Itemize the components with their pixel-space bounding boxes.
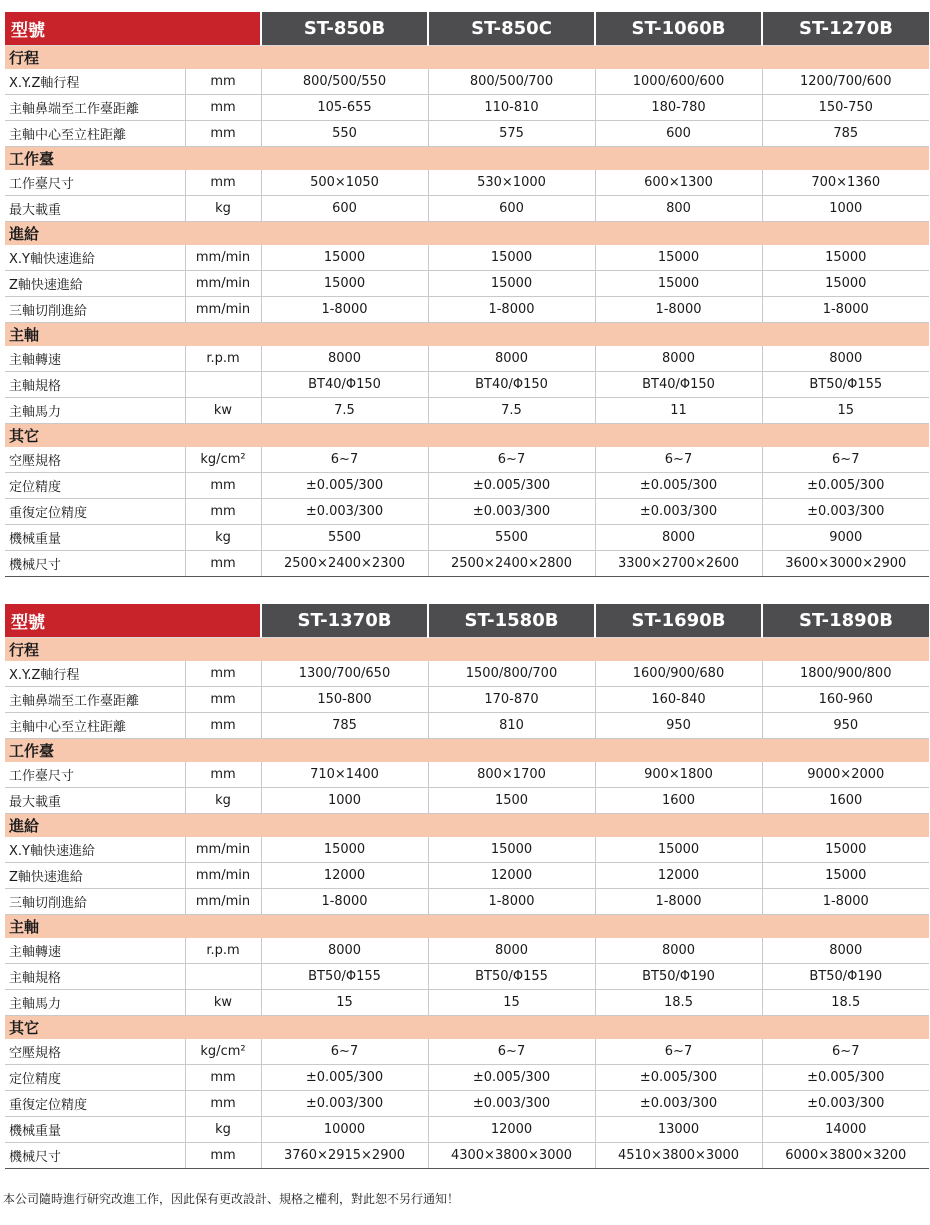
spec-value: ±0.003/300 <box>428 1091 595 1117</box>
spec-label: X.Y軸快速進給 <box>5 245 185 271</box>
spec-value: ±0.005/300 <box>595 473 762 499</box>
spec-value: 14000 <box>762 1117 929 1143</box>
spec-row <box>5 1091 929 1117</box>
spec-value: 15000 <box>428 837 595 863</box>
spec-value: 6000×3800×3200 <box>762 1143 929 1169</box>
section-row <box>5 739 929 763</box>
spec-row <box>5 473 929 499</box>
spec-label: 工作臺尺寸 <box>5 762 185 788</box>
model-name: ST-850C <box>428 12 595 46</box>
spec-value: ±0.005/300 <box>762 473 929 499</box>
spec-unit: mm/min <box>185 297 261 323</box>
spec-label: 空壓規格 <box>5 1039 185 1065</box>
spec-value: 1-8000 <box>261 889 428 915</box>
spec-label: Z軸快速進給 <box>5 863 185 889</box>
spec-label: X.Y軸快速進給 <box>5 837 185 863</box>
model-header-row <box>5 12 929 46</box>
spec-value: 900×1800 <box>595 762 762 788</box>
model-name: ST-1270B <box>762 12 929 46</box>
spec-value: 3300×2700×2600 <box>595 551 762 577</box>
spec-value: ±0.005/300 <box>261 473 428 499</box>
spec-value: 15 <box>261 990 428 1016</box>
spec-value: 8000 <box>762 346 929 372</box>
spec-row <box>5 525 929 551</box>
spec-label: 機械尺寸 <box>5 551 185 577</box>
footnote: 本公司隨時進行研究改進工作，因此保有更改設計、規格之權利，對此恕不另行通知！ <box>3 1192 460 1206</box>
spec-label: 三軸切削進給 <box>5 889 185 915</box>
spec-value: 7.5 <box>428 398 595 424</box>
spec-value: 950 <box>762 713 929 739</box>
spec-row <box>5 762 929 788</box>
spec-value: 15000 <box>762 271 929 297</box>
spec-label: 主軸鼻端至工作臺距離 <box>5 95 185 121</box>
spec-label: Z軸快速進給 <box>5 271 185 297</box>
spec-label: 三軸切削進給 <box>5 297 185 323</box>
spec-value: 6~7 <box>762 1039 929 1065</box>
spec-row <box>5 687 929 713</box>
spec-value: 600 <box>261 196 428 222</box>
section-row <box>5 222 929 246</box>
spec-row <box>5 1065 929 1091</box>
spec-value: ±0.003/300 <box>261 499 428 525</box>
spec-value: 6~7 <box>595 447 762 473</box>
spec-unit: mm <box>185 713 261 739</box>
section-row <box>5 46 929 70</box>
spec-label: 主軸中心至立柱距離 <box>5 713 185 739</box>
spec-row <box>5 95 929 121</box>
model-name: ST-1690B <box>595 604 762 638</box>
spec-value: 150-750 <box>762 95 929 121</box>
section-title: 工作臺 <box>5 739 929 763</box>
spec-row <box>5 889 929 915</box>
spec-value: 700×1360 <box>762 170 929 196</box>
spec-unit: mm/min <box>185 837 261 863</box>
spec-row <box>5 121 929 147</box>
spec-value: 950 <box>595 713 762 739</box>
spec-value: 15000 <box>428 245 595 271</box>
section-title: 其它 <box>5 424 929 448</box>
spec-value: 785 <box>762 121 929 147</box>
spec-row <box>5 1117 929 1143</box>
spec-value: 1000/600/600 <box>595 69 762 95</box>
spec-value: 600 <box>595 121 762 147</box>
spec-value: 8000 <box>595 346 762 372</box>
model-name: ST-1370B <box>261 604 428 638</box>
spec-value: 160-960 <box>762 687 929 713</box>
section-title: 主軸 <box>5 915 929 939</box>
spec-row <box>5 196 929 222</box>
spec-value: 810 <box>428 713 595 739</box>
spec-value: 18.5 <box>595 990 762 1016</box>
spec-row <box>5 271 929 297</box>
spec-value: 8000 <box>261 346 428 372</box>
spec-value: 8000 <box>595 525 762 551</box>
spec-label: 機械重量 <box>5 1117 185 1143</box>
spec-value: BT50/Φ155 <box>762 372 929 398</box>
section-title: 其它 <box>5 1016 929 1040</box>
spec-value: 600 <box>428 196 595 222</box>
spec-label: 定位精度 <box>5 473 185 499</box>
spec-value: 1-8000 <box>261 297 428 323</box>
spec-value: 15 <box>762 398 929 424</box>
section-row <box>5 915 929 939</box>
spec-label: 最大載重 <box>5 196 185 222</box>
spec-label: 空壓規格 <box>5 447 185 473</box>
spec-value: 4510×3800×3000 <box>595 1143 762 1169</box>
spec-unit: kg/cm² <box>185 1039 261 1065</box>
spec-value: 15000 <box>595 271 762 297</box>
spec-value: 8000 <box>428 938 595 964</box>
section-title: 主軸 <box>5 323 929 347</box>
spec-row <box>5 499 929 525</box>
section-row <box>5 814 929 838</box>
spec-value: 15000 <box>595 837 762 863</box>
spec-value: 1-8000 <box>595 297 762 323</box>
spec-value: 11 <box>595 398 762 424</box>
spec-value: 8000 <box>261 938 428 964</box>
spec-value: 5500 <box>261 525 428 551</box>
spec-value: 1200/700/600 <box>762 69 929 95</box>
section-title: 進給 <box>5 222 929 246</box>
spec-value: BT50/Φ155 <box>428 964 595 990</box>
model-header-row <box>5 604 929 638</box>
spec-row <box>5 297 929 323</box>
spec-value: 15000 <box>762 837 929 863</box>
spec-row <box>5 447 929 473</box>
spec-row <box>5 170 929 196</box>
spec-label: 主軸馬力 <box>5 398 185 424</box>
spec-value: 575 <box>428 121 595 147</box>
spec-value: 1800/900/800 <box>762 661 929 687</box>
spec-value: 13000 <box>595 1117 762 1143</box>
spec-unit: mm <box>185 687 261 713</box>
spec-label: 機械重量 <box>5 525 185 551</box>
spec-unit: kg <box>185 1117 261 1143</box>
spec-value: 1600 <box>762 788 929 814</box>
spec-unit: mm <box>185 1065 261 1091</box>
spec-unit <box>185 964 261 990</box>
spec-unit: r.p.m <box>185 346 261 372</box>
spec-unit: kg <box>185 788 261 814</box>
spec-label: 工作臺尺寸 <box>5 170 185 196</box>
spec-row <box>5 837 929 863</box>
spec-row <box>5 245 929 271</box>
spec-value: 1-8000 <box>762 297 929 323</box>
spec-value: 6~7 <box>428 1039 595 1065</box>
spec-value: 15000 <box>261 837 428 863</box>
model-header-label: 型號 <box>5 604 261 638</box>
spec-value: 800 <box>595 196 762 222</box>
spec-value: BT50/Φ190 <box>595 964 762 990</box>
spec-unit: mm <box>185 551 261 577</box>
spec-value: 1-8000 <box>428 889 595 915</box>
spec-value: 10000 <box>261 1117 428 1143</box>
spec-label: 主軸中心至立柱距離 <box>5 121 185 147</box>
model-name: ST-1060B <box>595 12 762 46</box>
spec-value: 1600/900/680 <box>595 661 762 687</box>
spec-value: 1-8000 <box>595 889 762 915</box>
spec-value: 3760×2915×2900 <box>261 1143 428 1169</box>
spec-value: ±0.003/300 <box>762 499 929 525</box>
spec-value: 7.5 <box>261 398 428 424</box>
spec-value: 15000 <box>595 245 762 271</box>
spec-value: BT50/Φ155 <box>261 964 428 990</box>
spec-unit: mm <box>185 499 261 525</box>
spec-label: 主軸轉速 <box>5 346 185 372</box>
spec-value: 15000 <box>261 271 428 297</box>
spec-label: 主軸鼻端至工作臺距離 <box>5 687 185 713</box>
spec-unit: kg <box>185 196 261 222</box>
spec-row <box>5 372 929 398</box>
spec-value: 110-810 <box>428 95 595 121</box>
spec-unit: mm <box>185 1143 261 1169</box>
spec-unit: r.p.m <box>185 938 261 964</box>
spec-value: ±0.003/300 <box>595 499 762 525</box>
spec-unit: mm/min <box>185 889 261 915</box>
spec-value: BT40/Φ150 <box>595 372 762 398</box>
section-row <box>5 147 929 171</box>
spec-unit: mm <box>185 1091 261 1117</box>
spec-row <box>5 398 929 424</box>
spec-value: ±0.003/300 <box>428 499 595 525</box>
spec-value: ±0.003/300 <box>762 1091 929 1117</box>
spec-unit: mm/min <box>185 271 261 297</box>
spec-value: BT50/Φ190 <box>762 964 929 990</box>
spec-value: 9000×2000 <box>762 762 929 788</box>
spec-row <box>5 788 929 814</box>
spec-unit: mm <box>185 762 261 788</box>
spec-row <box>5 863 929 889</box>
spec-label: 重復定位精度 <box>5 499 185 525</box>
spec-unit <box>185 372 261 398</box>
spec-value: 170-870 <box>428 687 595 713</box>
spec-value: 1500/800/700 <box>428 661 595 687</box>
spec-row <box>5 1143 929 1169</box>
section-title: 行程 <box>5 638 929 662</box>
spec-label: 重復定位精度 <box>5 1091 185 1117</box>
spec-value: 8000 <box>595 938 762 964</box>
spec-value: 12000 <box>261 863 428 889</box>
spec-row <box>5 661 929 687</box>
section-title: 行程 <box>5 46 929 70</box>
spec-value: 785 <box>261 713 428 739</box>
spec-value: 1-8000 <box>428 297 595 323</box>
spec-value: 15000 <box>762 863 929 889</box>
spec-row <box>5 69 929 95</box>
spec-value: ±0.005/300 <box>762 1065 929 1091</box>
spec-label: 最大載重 <box>5 788 185 814</box>
spec-value: 6~7 <box>261 1039 428 1065</box>
spec-unit: kw <box>185 990 261 1016</box>
spec-unit: mm <box>185 473 261 499</box>
spec-value: ±0.003/300 <box>261 1091 428 1117</box>
spec-value: 12000 <box>428 863 595 889</box>
spec-label: 主軸規格 <box>5 964 185 990</box>
spec-label: 機械尺寸 <box>5 1143 185 1169</box>
spec-value: BT40/Φ150 <box>428 372 595 398</box>
spec-value: 12000 <box>595 863 762 889</box>
spec-value: 6~7 <box>261 447 428 473</box>
spec-table-2 <box>5 604 929 1169</box>
spec-value: 15 <box>428 990 595 1016</box>
spec-unit: mm/min <box>185 863 261 889</box>
spec-unit: mm <box>185 69 261 95</box>
model-name: ST-850B <box>261 12 428 46</box>
spec-value: 710×1400 <box>261 762 428 788</box>
spec-value: ±0.005/300 <box>261 1065 428 1091</box>
spec-unit: mm <box>185 661 261 687</box>
spec-value: 600×1300 <box>595 170 762 196</box>
spec-row <box>5 713 929 739</box>
spec-value: 105-655 <box>261 95 428 121</box>
spec-value: 6~7 <box>428 447 595 473</box>
spec-row <box>5 990 929 1016</box>
spec-row <box>5 346 929 372</box>
spec-value: 15000 <box>261 245 428 271</box>
model-name: ST-1890B <box>762 604 929 638</box>
spec-label: 定位精度 <box>5 1065 185 1091</box>
spec-unit: kg/cm² <box>185 447 261 473</box>
spec-value: 8000 <box>428 346 595 372</box>
spec-label: X.Y.Z軸行程 <box>5 69 185 95</box>
spec-value: 15000 <box>762 245 929 271</box>
section-row <box>5 323 929 347</box>
spec-value: 12000 <box>428 1117 595 1143</box>
spec-value: 8000 <box>762 938 929 964</box>
spec-value: 6~7 <box>595 1039 762 1065</box>
spec-value: ±0.003/300 <box>595 1091 762 1117</box>
spec-value: 500×1050 <box>261 170 428 196</box>
spec-value: 180-780 <box>595 95 762 121</box>
spec-value: 1500 <box>428 788 595 814</box>
spec-row <box>5 551 929 577</box>
spec-label: 主軸轉速 <box>5 938 185 964</box>
spec-value: 150-800 <box>261 687 428 713</box>
section-title: 進給 <box>5 814 929 838</box>
spec-label: 主軸馬力 <box>5 990 185 1016</box>
spec-value: 2500×2400×2800 <box>428 551 595 577</box>
spec-row <box>5 1039 929 1065</box>
spec-value: 1-8000 <box>762 889 929 915</box>
spec-table-1 <box>5 12 929 577</box>
spec-label: X.Y.Z軸行程 <box>5 661 185 687</box>
spec-value: 15000 <box>428 271 595 297</box>
spec-value: 1600 <box>595 788 762 814</box>
spec-value: ±0.005/300 <box>428 1065 595 1091</box>
model-header-label: 型號 <box>5 12 261 46</box>
spec-value: 1000 <box>762 196 929 222</box>
spec-unit: mm <box>185 170 261 196</box>
spec-value: 1300/700/650 <box>261 661 428 687</box>
spec-unit: mm <box>185 121 261 147</box>
spec-unit: kw <box>185 398 261 424</box>
spec-value: ±0.005/300 <box>428 473 595 499</box>
spec-value: 160-840 <box>595 687 762 713</box>
spec-unit: kg <box>185 525 261 551</box>
spec-value: ±0.005/300 <box>595 1065 762 1091</box>
spec-value: 1000 <box>261 788 428 814</box>
spec-value: 18.5 <box>762 990 929 1016</box>
spec-value: 3600×3000×2900 <box>762 551 929 577</box>
spec-value: 9000 <box>762 525 929 551</box>
spec-label: 主軸規格 <box>5 372 185 398</box>
spec-value: 550 <box>261 121 428 147</box>
section-row <box>5 424 929 448</box>
model-name: ST-1580B <box>428 604 595 638</box>
spec-value: 800×1700 <box>428 762 595 788</box>
spec-row <box>5 964 929 990</box>
spec-value: 800/500/550 <box>261 69 428 95</box>
spec-unit: mm <box>185 95 261 121</box>
spec-value: 2500×2400×2300 <box>261 551 428 577</box>
spec-value: 530×1000 <box>428 170 595 196</box>
spec-value: 5500 <box>428 525 595 551</box>
section-row <box>5 1016 929 1040</box>
section-row <box>5 638 929 662</box>
spec-value: 4300×3800×3000 <box>428 1143 595 1169</box>
spec-row <box>5 938 929 964</box>
spec-value: 800/500/700 <box>428 69 595 95</box>
spec-value: BT40/Φ150 <box>261 372 428 398</box>
section-title: 工作臺 <box>5 147 929 171</box>
spec-unit: mm/min <box>185 245 261 271</box>
spec-value: 6~7 <box>762 447 929 473</box>
